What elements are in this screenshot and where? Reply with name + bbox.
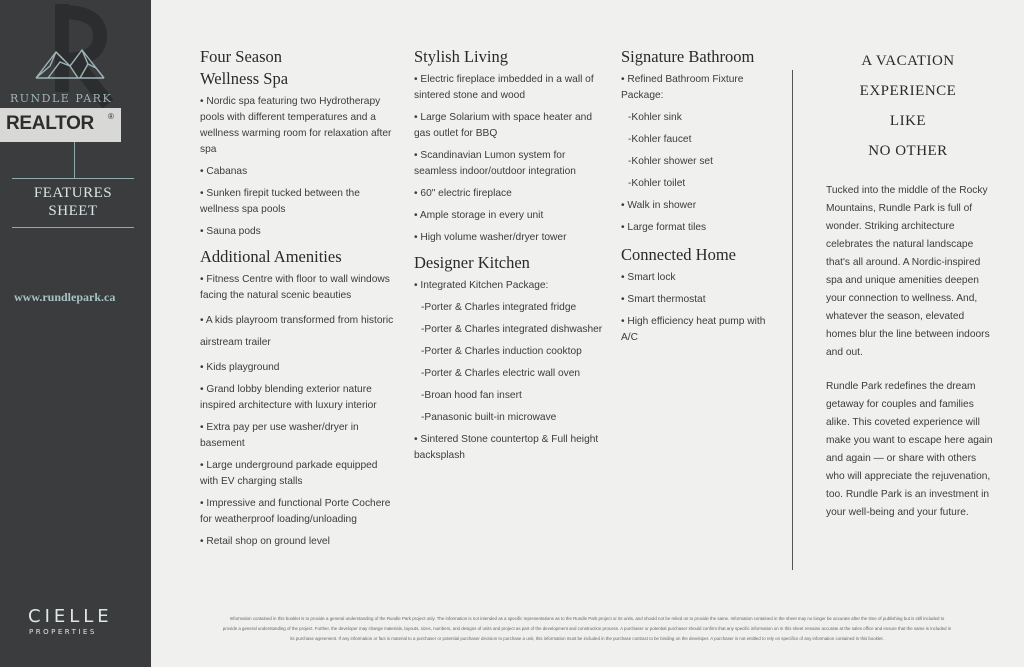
section-title: Signature Bathroom (621, 47, 755, 66)
list-item: • Retail shop on ground level (200, 536, 330, 547)
website-link[interactable]: www.rundlepark.ca (14, 290, 116, 304)
company-sub: PROPERTIES (29, 628, 97, 636)
heading-line: EXPERIENCE (859, 83, 957, 99)
brand-name: RUNDLE PARK (10, 92, 113, 105)
list-item: • Nordic spa featuring two Hydrotherapy pools with different temperatures and a wellness warming room for relaxation after spa (200, 96, 392, 155)
heading-line: NO OTHER (868, 143, 948, 159)
section-designer-kitchen (414, 252, 604, 464)
section-connected-home (621, 244, 781, 346)
list-subitem: -Broan hood fan insert (421, 390, 522, 401)
features-line2: SHEET (48, 203, 98, 219)
list-subitem: -Kohler toilet (628, 178, 686, 189)
list-item: • Impressive and functional Porte Cochere for weatherproof loading/unloading (200, 498, 391, 525)
list-subitem: -Porter & Charles integrated dishwasher (421, 324, 603, 335)
company-logo: CIELLE (28, 606, 113, 627)
divider-vertical (74, 142, 75, 178)
list-item: • Sauna pods (200, 226, 261, 237)
list-item: • Refined Bathroom Fixture Package: (621, 74, 744, 101)
list-item: • Large format tiles (621, 222, 707, 233)
column-divider (792, 70, 793, 570)
realtor-badge (0, 108, 121, 142)
registered-mark: ® (108, 112, 114, 121)
list-item: • Fitness Centre with floor to wall windows facing the natural scenic beauties (200, 274, 390, 301)
intro-paragraph: Tucked into the middle of the Rocky Mountains, Rundle Park is full of wonder. Striking architecture celebrates the natural landscape that's all around. A Nordic-inspired spa and unique amenities deepen your connection to wellness. And, whatever the season, elevated homes blur the line between indoors and out. (826, 185, 990, 358)
realtor-label: REALTOR (6, 113, 94, 134)
section-title: Connected Home (621, 245, 737, 264)
features-sheet-title (12, 184, 134, 220)
section-title-line1: Four Season (200, 47, 283, 66)
list-item: • Grand lobby blending exterior nature inspired architecture with luxury interior (200, 384, 377, 411)
closing-paragraph: Rundle Park redefines the dream getaway for couples and families alike. This coveted experience will make you want to escape here again and again — or share with others who will appreciate the rejuvenation, too. Rundle Park is an investment in your well-being and your future. (826, 381, 993, 518)
list-item: • Large Solarium with space heater and gas outlet for BBQ (414, 112, 592, 139)
heading-line: A VACATION (861, 53, 955, 69)
list-subitem: -Porter & Charles electric wall oven (421, 368, 581, 379)
list-item: • Scandinavian Lumon system for seamless indoor/outdoor integration (414, 150, 576, 177)
section-title: Designer Kitchen (414, 253, 530, 272)
disclaimer: Information contained in this booklet is to provide a general understanding of the Rundle Park project only. The information is not intended as a specific representations as to the Rundle Park project or its units, and should not be relied on to provide the same. Information contained in the sheet may no longer be accurate after the time of publishing but is still included to provide a general understanding of the project. Further, the developer may change materials, layouts, sizes, numbers, and designs of units and project as part of the development and construction process. A purchaser or potential purchaser should confirm that any specific information on in this sheet remains accurate at the sales office and ensure that the same is included in its purchase agreement. If any information or fact is material to a purchaser or potential purchaser decision to purchase a unit, this information must be included in the purchase contract to be binding on the developer. A purchaser is not entitled to rely on specifics of any information contained in this booklet. (222, 616, 952, 641)
list-item: • Extra pay per use washer/dryer in basement (200, 422, 359, 449)
column-3 (621, 46, 781, 352)
list-item: • Sunken firepit tucked between the wellness spa pools (200, 188, 360, 215)
divider-top (12, 178, 134, 179)
features-line1: FEATURES (33, 185, 113, 201)
list-item: • 60" electric fireplace (414, 188, 512, 199)
list-item: • A kids playroom transformed from historic airstream trailer (200, 315, 394, 348)
list-item: • Cabanas (200, 166, 248, 177)
vacation-panel (820, 46, 996, 538)
list-subitem: -Porter & Charles integrated fridge (421, 302, 577, 313)
sidebar (0, 0, 151, 667)
column-1 (200, 46, 396, 556)
list-item: • Sintered Stone countertop & Full height backsplash (414, 434, 599, 461)
list-subitem: -Panasonic built-in microwave (421, 412, 557, 423)
list-subitem: -Kohler sink (628, 112, 682, 123)
list-item: • Integrated Kitchen Package: (414, 280, 549, 291)
list-item: • Electric fireplace imbedded in a wall of sintered stone and wood (414, 74, 594, 101)
section-stylish-living (414, 46, 604, 246)
list-item: • High volume washer/dryer tower (414, 232, 567, 243)
section-wellness-spa (200, 46, 396, 240)
list-subitem: -Kohler faucet (628, 134, 692, 145)
section-title: Stylish Living (414, 47, 508, 66)
list-item: • Ample storage in every unit (414, 210, 544, 221)
section-title-line2: Wellness Spa (200, 69, 289, 88)
list-item: • Large underground parkade equipped with EV charging stalls (200, 460, 378, 487)
list-item: • Smart lock (621, 272, 676, 283)
list-subitem: -Porter & Charles induction cooktop (421, 346, 582, 357)
list-item: • Walk in shower (621, 200, 697, 211)
section-title: Additional Amenities (200, 247, 342, 266)
list-item: • Smart thermostat (621, 294, 706, 305)
section-additional-amenities (200, 246, 396, 550)
list-subitem: -Kohler shower set (628, 156, 713, 167)
section-title (200, 46, 396, 90)
heading-line: LIKE (889, 113, 927, 129)
section-signature-bathroom (621, 46, 781, 236)
divider-bottom (12, 227, 134, 228)
list-item: • High efficiency heat pump with A/C (621, 316, 766, 343)
vacation-heading (820, 46, 996, 166)
column-2 (414, 46, 604, 470)
list-item: • Kids playground (200, 362, 280, 373)
